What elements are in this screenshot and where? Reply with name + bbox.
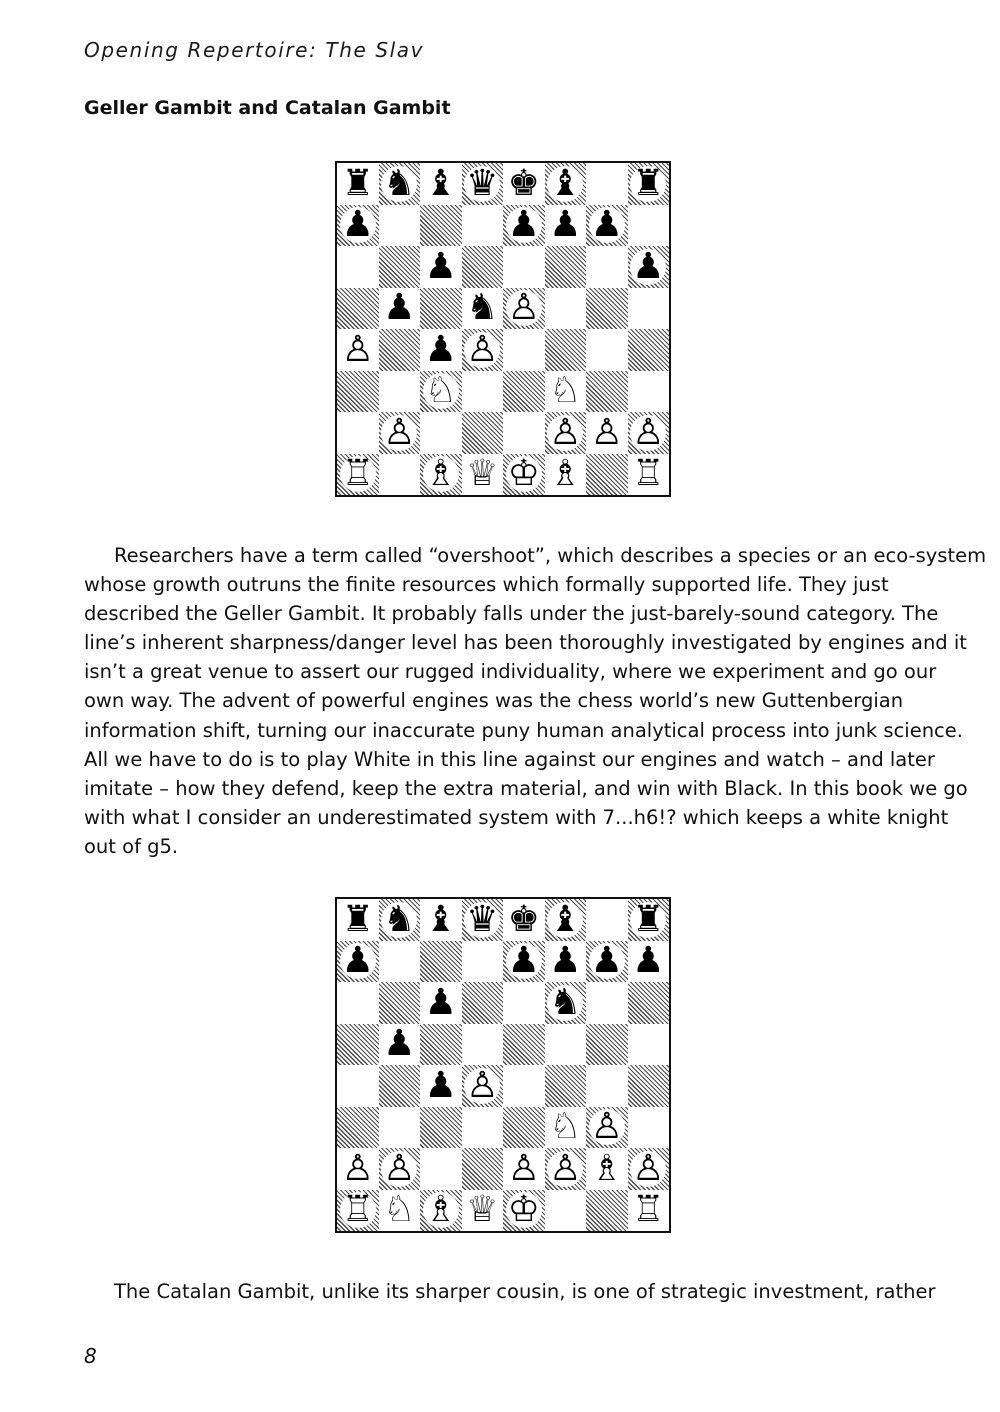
square-e1 — [503, 454, 545, 496]
chess-diagram-catalan-gambit — [335, 897, 671, 1233]
square-b4 — [379, 1065, 421, 1107]
piece-wP-h2: ♙ — [632, 1147, 665, 1189]
piece-bP-c6: ♟ — [424, 981, 457, 1023]
square-d6 — [462, 246, 504, 288]
square-c4 — [420, 329, 462, 371]
square-f5 — [545, 1024, 587, 1066]
piece-bK-e8: ♚ — [507, 162, 540, 204]
square-h5 — [628, 288, 670, 330]
piece-bB-f8: ♝ — [549, 898, 582, 940]
paragraph-line: isn’t a great venue to assert our rugged individuality, where we experiment and go our — [84, 660, 937, 684]
piece-bP-f7: ♟ — [549, 940, 582, 982]
paragraph-line: out of g5. — [84, 834, 179, 858]
square-d3 — [462, 371, 504, 413]
square-a3 — [337, 1107, 379, 1149]
square-h2 — [628, 1148, 670, 1190]
square-f1 — [545, 1190, 587, 1232]
square-a8 — [337, 899, 379, 941]
piece-wQ-d1: ♕ — [466, 453, 499, 495]
page-number: 8 — [84, 1344, 97, 1368]
square-h4 — [628, 329, 670, 371]
square-d8 — [462, 899, 504, 941]
square-g1 — [586, 1190, 628, 1232]
square-g3 — [586, 371, 628, 413]
piece-bQ-d8: ♛ — [466, 162, 499, 204]
piece-bP-c4: ♟ — [424, 1064, 457, 1106]
square-h6 — [628, 246, 670, 288]
paragraph-line: information shift, turning our inaccurate puny human analytical process into junk science. — [84, 718, 963, 742]
square-d7 — [462, 205, 504, 247]
board-grid — [337, 899, 669, 1231]
square-d2 — [462, 412, 504, 454]
square-f8 — [545, 899, 587, 941]
square-e5 — [503, 288, 545, 330]
square-b8 — [379, 899, 421, 941]
paragraph-overshoot — [84, 541, 987, 861]
piece-wP-b2: ♙ — [383, 411, 416, 453]
square-g8 — [586, 163, 628, 205]
square-f5 — [545, 288, 587, 330]
square-g6 — [586, 982, 628, 1024]
square-c4 — [420, 1065, 462, 1107]
piece-bP-b5: ♟ — [383, 287, 416, 329]
square-a5 — [337, 288, 379, 330]
piece-wQ-d1: ♕ — [466, 1189, 499, 1231]
square-f8 — [545, 163, 587, 205]
square-b5 — [379, 1024, 421, 1066]
square-g1 — [586, 454, 628, 496]
piece-wR-h1: ♖ — [632, 1189, 665, 1231]
square-e1 — [503, 1190, 545, 1232]
square-b1 — [379, 454, 421, 496]
square-g5 — [586, 1024, 628, 1066]
square-e5 — [503, 1024, 545, 1066]
piece-wR-a1: ♖ — [341, 1189, 374, 1231]
square-f6 — [545, 982, 587, 1024]
square-b8 — [379, 163, 421, 205]
piece-bR-a8: ♜ — [341, 162, 374, 204]
paragraph-catalan — [84, 1277, 936, 1306]
square-d2 — [462, 1148, 504, 1190]
square-b2 — [379, 412, 421, 454]
piece-bP-e7: ♟ — [507, 204, 540, 246]
piece-bK-e8: ♚ — [507, 898, 540, 940]
square-e2 — [503, 412, 545, 454]
piece-wP-b2: ♙ — [383, 1147, 416, 1189]
square-a2 — [337, 1148, 379, 1190]
square-a6 — [337, 246, 379, 288]
square-g4 — [586, 329, 628, 371]
square-f3 — [545, 1107, 587, 1149]
square-h3 — [628, 371, 670, 413]
piece-wP-d4: ♙ — [466, 1064, 499, 1106]
square-a7 — [337, 941, 379, 983]
square-e2 — [503, 1148, 545, 1190]
piece-wB-f1: ♗ — [549, 453, 582, 495]
paragraph-line: described the Geller Gambit. It probably falls under the just-barely-sound category. The — [84, 602, 939, 626]
piece-wP-g3: ♙ — [590, 1106, 623, 1148]
piece-bQ-d8: ♛ — [466, 898, 499, 940]
piece-bR-a8: ♜ — [341, 898, 374, 940]
paragraph-line: imitate – how they defend, keep the extra material, and win with Black. In this book we go — [84, 776, 968, 800]
piece-wR-h1: ♖ — [632, 453, 665, 495]
piece-bN-f6: ♞ — [549, 981, 582, 1023]
square-c7 — [420, 205, 462, 247]
square-f7 — [545, 205, 587, 247]
piece-bN-b8: ♞ — [383, 898, 416, 940]
square-e6 — [503, 246, 545, 288]
square-g3 — [586, 1107, 628, 1149]
square-e8 — [503, 163, 545, 205]
square-c8 — [420, 899, 462, 941]
square-a4 — [337, 1065, 379, 1107]
piece-bP-g7: ♟ — [590, 204, 623, 246]
square-g7 — [586, 205, 628, 247]
square-b2 — [379, 1148, 421, 1190]
running-head: Opening Repertoire: The Slav — [84, 38, 425, 62]
piece-wP-e2: ♙ — [507, 1147, 540, 1189]
square-d6 — [462, 982, 504, 1024]
square-c1 — [420, 1190, 462, 1232]
square-d4 — [462, 329, 504, 371]
paragraph-line: own way. The advent of powerful engines was the chess world’s new Guttenbergian — [84, 689, 904, 713]
square-g7 — [586, 941, 628, 983]
piece-bP-e7: ♟ — [507, 940, 540, 982]
piece-bP-f7: ♟ — [549, 204, 582, 246]
square-e4 — [503, 1065, 545, 1107]
piece-bP-h7: ♟ — [632, 940, 665, 982]
square-c3 — [420, 371, 462, 413]
square-c7 — [420, 941, 462, 983]
piece-wB-g2: ♗ — [590, 1147, 623, 1189]
square-h3 — [628, 1107, 670, 1149]
square-c2 — [420, 1148, 462, 1190]
piece-wR-a1: ♖ — [341, 453, 374, 495]
square-d3 — [462, 1107, 504, 1149]
square-h8 — [628, 163, 670, 205]
square-a1 — [337, 1190, 379, 1232]
square-c5 — [420, 1024, 462, 1066]
square-d1 — [462, 1190, 504, 1232]
piece-bP-h6: ♟ — [632, 245, 665, 287]
square-h4 — [628, 1065, 670, 1107]
piece-bB-c8: ♝ — [424, 898, 457, 940]
piece-wN-c3: ♘ — [424, 370, 457, 412]
paragraph-line: Researchers have a term called “overshoot”, which describes a species or an eco-system — [114, 544, 987, 567]
square-e3 — [503, 1107, 545, 1149]
square-a8 — [337, 163, 379, 205]
piece-bP-b5: ♟ — [383, 1023, 416, 1065]
square-b7 — [379, 205, 421, 247]
square-g4 — [586, 1065, 628, 1107]
square-a3 — [337, 371, 379, 413]
section-heading: Geller Gambit and Catalan Gambit — [84, 97, 451, 119]
piece-bR-h8: ♜ — [632, 162, 665, 204]
square-a7 — [337, 205, 379, 247]
square-e6 — [503, 982, 545, 1024]
square-b3 — [379, 371, 421, 413]
square-b3 — [379, 1107, 421, 1149]
square-e4 — [503, 329, 545, 371]
chess-diagram-geller-gambit — [335, 161, 671, 497]
square-d5 — [462, 1024, 504, 1066]
square-c6 — [420, 982, 462, 1024]
square-b7 — [379, 941, 421, 983]
square-h1 — [628, 1190, 670, 1232]
piece-bP-a7: ♟ — [341, 940, 374, 982]
square-h2 — [628, 412, 670, 454]
piece-bN-d5: ♞ — [466, 287, 499, 329]
piece-bB-f8: ♝ — [549, 162, 582, 204]
piece-wK-e1: ♔ — [507, 453, 540, 495]
paragraph-line: with what I consider an underestimated system with 7...h6!? which keeps a white knight — [84, 805, 949, 829]
piece-wN-b1: ♘ — [383, 1189, 416, 1231]
square-c5 — [420, 288, 462, 330]
square-h1 — [628, 454, 670, 496]
square-a5 — [337, 1024, 379, 1066]
piece-wP-a2: ♙ — [341, 1147, 374, 1189]
square-b4 — [379, 329, 421, 371]
square-g2 — [586, 412, 628, 454]
piece-bP-a7: ♟ — [341, 204, 374, 246]
square-c1 — [420, 454, 462, 496]
square-d7 — [462, 941, 504, 983]
square-e8 — [503, 899, 545, 941]
square-h6 — [628, 982, 670, 1024]
square-h7 — [628, 205, 670, 247]
piece-wP-e5: ♙ — [507, 287, 540, 329]
square-g6 — [586, 246, 628, 288]
square-d1 — [462, 454, 504, 496]
square-b1 — [379, 1190, 421, 1232]
square-a4 — [337, 329, 379, 371]
piece-wN-f3: ♘ — [549, 370, 582, 412]
square-g8 — [586, 899, 628, 941]
square-d4 — [462, 1065, 504, 1107]
piece-wP-g2: ♙ — [590, 411, 623, 453]
square-c2 — [420, 412, 462, 454]
piece-wP-f2: ♙ — [549, 1147, 582, 1189]
square-h8 — [628, 899, 670, 941]
piece-wK-e1: ♔ — [507, 1189, 540, 1231]
square-f2 — [545, 1148, 587, 1190]
square-f2 — [545, 412, 587, 454]
piece-bB-c8: ♝ — [424, 162, 457, 204]
square-f7 — [545, 941, 587, 983]
piece-wP-a4: ♙ — [341, 328, 374, 370]
paragraph-line: All we have to do is to play White in this line against our engines and watch – and later — [84, 747, 935, 771]
square-h7 — [628, 941, 670, 983]
square-f6 — [545, 246, 587, 288]
square-c6 — [420, 246, 462, 288]
piece-bP-c6: ♟ — [424, 245, 457, 287]
square-d8 — [462, 163, 504, 205]
piece-wB-c1: ♗ — [424, 1189, 457, 1231]
square-h5 — [628, 1024, 670, 1066]
piece-bP-g7: ♟ — [590, 940, 623, 982]
square-b6 — [379, 982, 421, 1024]
piece-wP-h2: ♙ — [632, 411, 665, 453]
square-b6 — [379, 246, 421, 288]
square-g2 — [586, 1148, 628, 1190]
square-f1 — [545, 454, 587, 496]
square-f4 — [545, 329, 587, 371]
square-f3 — [545, 371, 587, 413]
square-d5 — [462, 288, 504, 330]
square-c8 — [420, 163, 462, 205]
paragraph-line: whose growth outruns the finite resources which formally supported life. They just — [84, 573, 889, 597]
square-f4 — [545, 1065, 587, 1107]
square-g5 — [586, 288, 628, 330]
piece-wP-f2: ♙ — [549, 411, 582, 453]
square-e3 — [503, 371, 545, 413]
piece-bN-b8: ♞ — [383, 162, 416, 204]
square-a6 — [337, 982, 379, 1024]
piece-wP-d4: ♙ — [466, 328, 499, 370]
square-a2 — [337, 412, 379, 454]
board-grid — [337, 163, 669, 495]
square-a1 — [337, 454, 379, 496]
square-b5 — [379, 288, 421, 330]
piece-bR-h8: ♜ — [632, 898, 665, 940]
piece-bP-c4: ♟ — [424, 328, 457, 370]
piece-wN-f3: ♘ — [549, 1106, 582, 1148]
paragraph-line: The Catalan Gambit, unlike its sharper cousin, is one of strategic investment, rather — [114, 1280, 936, 1303]
square-e7 — [503, 205, 545, 247]
piece-wB-c1: ♗ — [424, 453, 457, 495]
paragraph-line: line’s inherent sharpness/danger level has been thoroughly investigated by engines and it — [84, 631, 967, 655]
square-c3 — [420, 1107, 462, 1149]
square-e7 — [503, 941, 545, 983]
